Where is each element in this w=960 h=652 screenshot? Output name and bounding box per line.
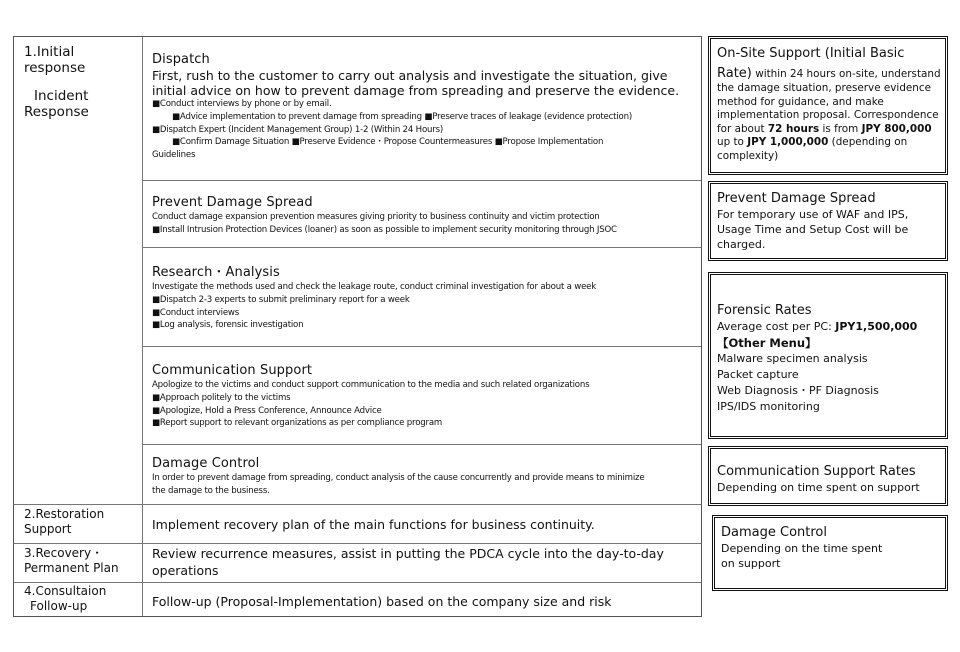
step-2-text: Implement recovery plan of the main functions for business continuity. — [152, 517, 595, 532]
step-1-name: 1.Initial response Incident Response — [24, 44, 89, 120]
research-title: Research・Analysis — [152, 265, 280, 280]
onsite-price-line: for about 72 hours is from JPY 800,000 — [717, 122, 932, 135]
prevent-rate-text: For temporary use of WAF and IPS, — [717, 208, 909, 221]
damage-rate-title: Damage Control — [721, 525, 827, 540]
menu-item: Packet capture — [717, 368, 799, 381]
dispatch-bullet: ■Dispatch Expert (Incident Management Group) 1-2 (Within 24 Hours) — [152, 124, 444, 135]
onsite-text: complexity) — [717, 149, 779, 162]
divider — [142, 444, 701, 445]
step-2-name: 2.Restoration Support — [24, 507, 105, 536]
dispatch-bullet: ■Advice implementation to prevent damage from spreading ■Preserve traces of leakage (evidence protection) — [172, 111, 632, 122]
onsite-title: On-Site Support (Initial Basic — [717, 46, 905, 61]
prevent-rate-title: Prevent Damage Spread — [717, 191, 876, 206]
communication-line: ■Apologize, Hold a Press Conference, Announce Advice — [152, 405, 382, 416]
menu-item: Malware specimen analysis — [717, 352, 868, 365]
communication-rate-title: Communication Support Rates — [717, 464, 916, 479]
step-3-name: 3.Recovery・ Permanent Plan — [24, 546, 119, 575]
step-4-name: 4.Consultaion Follow-up — [24, 584, 107, 613]
divider — [142, 247, 701, 248]
onsite-support-rate-box — [708, 36, 948, 175]
dispatch-lead: First, rush to the customer to carry out analysis and investigate the situation, give initial advice on how to prevent damage from spreading and preserve the evidence. — [152, 68, 680, 98]
prevent-damage-rate-box — [708, 181, 948, 261]
prevent-line: ■Install Intrusion Protection Devices (loaner) as soon as possible to implement security monitoring through JSOC — [152, 224, 617, 235]
damage-control-line: the damage to the business. — [152, 485, 270, 496]
research-section — [152, 265, 695, 332]
prevent-title: Prevent Damage Spread — [152, 195, 313, 210]
menu-item: IPS/IDS monitoring — [717, 400, 820, 413]
dispatch-bullet: ■Confirm Damage Situation ■Preserve Evidence・Propose Countermeasures ■Propose Implementation — [172, 137, 604, 148]
damage-control-title: Damage Control — [152, 456, 260, 471]
forensic-title: Forensic Rates — [717, 303, 812, 318]
divider — [142, 180, 701, 181]
onsite-title-rate: Rate) — [717, 66, 752, 81]
incident-response-table — [13, 36, 702, 617]
divider — [14, 543, 701, 544]
communication-line: Apologize to the victims and conduct support communication to the media and such related organizations — [152, 380, 590, 390]
divider — [14, 504, 701, 505]
dispatch-bullet: ■Conduct interviews by phone or by email. — [152, 99, 332, 109]
onsite-price-line: up to JPY 1,000,000 (depending on — [717, 136, 908, 148]
dispatch-title: Dispatch — [152, 52, 210, 67]
step-3-text: Review recurrence measures, assist in putting the PDCA cycle into the day-to-day operations — [152, 546, 664, 578]
menu-item: Web Diagnosis・PF Diagnosis — [717, 384, 879, 397]
onsite-text: within 24 hours on-site, understand — [751, 68, 941, 80]
prevent-rate-text: charged. — [717, 238, 766, 251]
damage-control-section — [152, 456, 695, 498]
onsite-text: the damage situation, preserve evidence — [717, 82, 931, 94]
forensic-average-cost: Average cost per PC: JPY1,500,000 — [717, 320, 918, 333]
communication-line: ■Approach politely to the victims — [152, 392, 291, 403]
damage-control-line: In order to prevent damage from spreading, conduct analysis of the cause concurrently and provide means to minimize — [152, 473, 645, 483]
communication-rate-text: Depending on time spent on support — [717, 481, 920, 494]
onsite-text: implementation proposal. Correspondence — [717, 109, 939, 121]
divider — [14, 582, 701, 583]
research-line: Investigate the methods used and check the leakage route, conduct criminal investigation for about a week — [152, 282, 597, 292]
damage-rate-text: Depending on the time spent — [721, 542, 883, 555]
prevent-section — [152, 195, 695, 237]
dispatch-bullet: Guidelines — [152, 150, 196, 161]
step-4-text: Follow-up (Proposal-Implementation) based on the company size and risk — [152, 594, 612, 609]
dispatch-section — [152, 52, 695, 162]
damage-rate-text: on support — [721, 557, 781, 570]
prevent-line: Conduct damage expansion prevention measures giving priority to business continuity and victim protection — [152, 212, 600, 222]
research-line: ■Conduct interviews — [152, 307, 240, 318]
prevent-rate-text: Usage Time and Setup Cost will be — [717, 223, 909, 236]
research-line: ■Log analysis, forensic investigation — [152, 320, 304, 331]
communication-rate-box — [708, 446, 948, 506]
communication-section — [152, 363, 695, 430]
research-line: ■Dispatch 2-3 experts to submit preliminary report for a week — [152, 294, 410, 305]
other-menu-heading: 【Other Menu】 — [717, 336, 817, 350]
communication-title: Communication Support — [152, 363, 313, 378]
damage-control-rate-box — [712, 515, 948, 591]
onsite-text: method for guidance, and make — [717, 95, 884, 108]
forensic-rate-box — [708, 272, 948, 439]
communication-line: ■Report support to relevant organizations as per compliance program — [152, 418, 443, 429]
divider — [142, 346, 701, 347]
